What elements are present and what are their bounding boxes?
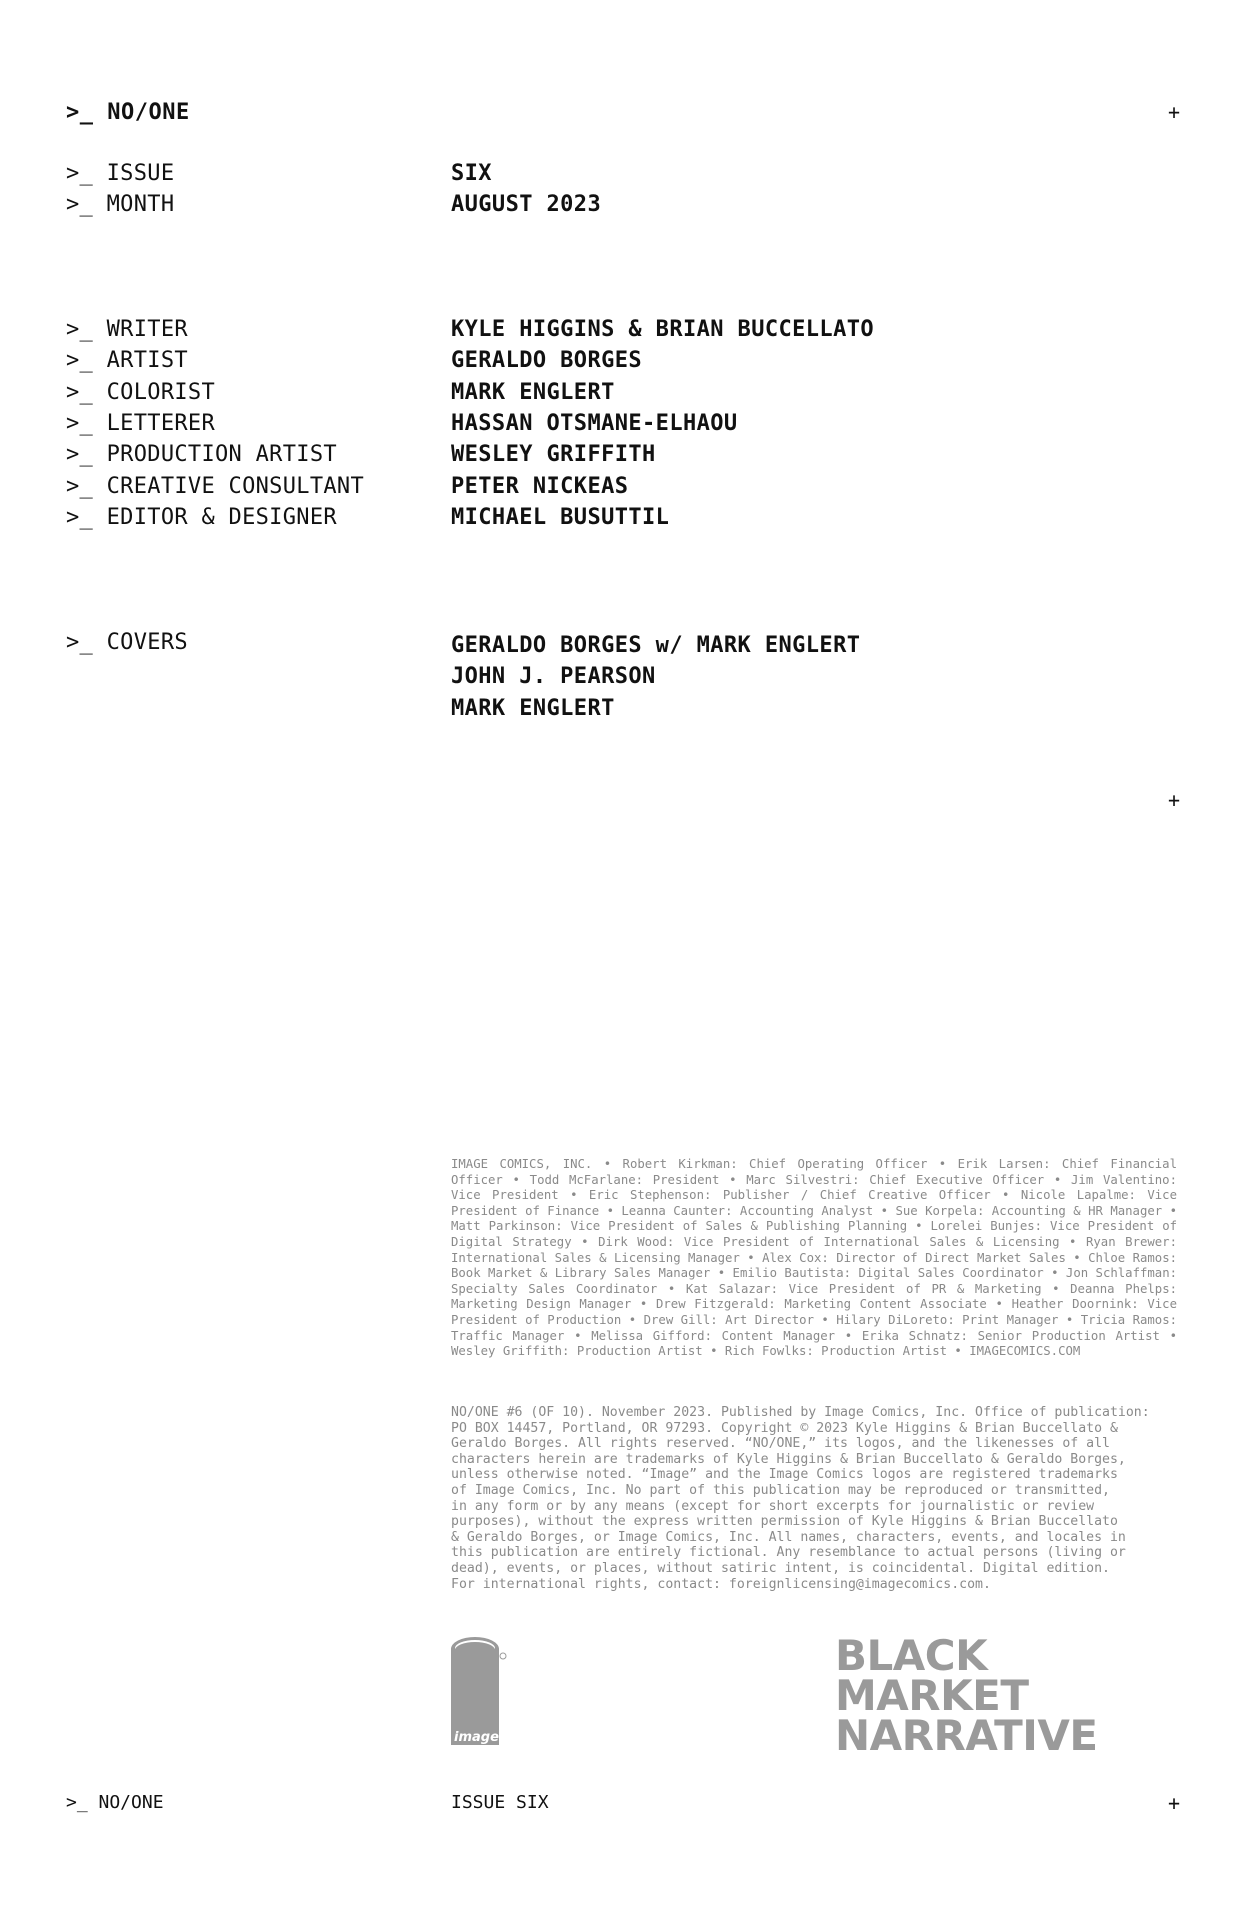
footer-issue: ISSUE SIX — [451, 1792, 549, 1813]
credit-value: PETER NICKEAS — [451, 474, 629, 499]
cover-artist: JOHN J. PEARSON — [451, 664, 656, 690]
page-title — [66, 100, 190, 125]
prompt-prefix: >_ — [66, 505, 94, 530]
logo-line: BLACK — [835, 1631, 988, 1680]
credit-value: MICHAEL BUSUTTIL — [451, 505, 670, 530]
credit-label: ARTIST — [106, 348, 188, 373]
credit-value: GERALDO BORGES — [451, 348, 643, 373]
cover-artist: MARK ENGLERT — [451, 695, 615, 721]
plus-mark-middle: + — [1168, 788, 1181, 812]
black-market-narrative-logo — [835, 1631, 1098, 1760]
footer-title: >_ NO/ONE — [66, 1792, 164, 1813]
plus-mark-bottom: + — [1168, 1791, 1181, 1815]
image-logo-text: image — [454, 1730, 499, 1745]
credit-value: HASSAN OTSMANE-ELHAOU — [451, 411, 738, 436]
credit-label: EDITOR & DESIGNER — [106, 505, 337, 530]
prompt-prefix: >_ — [66, 100, 94, 125]
credit-value: KYLE HIGGINS & BRIAN BUCCELLATO — [451, 317, 874, 342]
logo-line: NARRATIVE — [835, 1711, 1098, 1760]
issue-label: ISSUE — [106, 161, 175, 186]
credit-label: PRODUCTION ARTIST — [106, 442, 337, 467]
credit-label: WRITER — [106, 317, 188, 342]
month-value: AUGUST 2023 — [451, 192, 602, 217]
covers-list — [451, 630, 860, 724]
image-comics-logo — [451, 1635, 507, 1747]
prompt-prefix: >_ — [66, 161, 94, 186]
covers-label: COVERS — [106, 630, 188, 655]
title-text: NO/ONE — [107, 100, 190, 125]
credit-value: MARK ENGLERT — [451, 380, 615, 405]
prompt-prefix: >_ — [66, 630, 94, 655]
prompt-prefix: >_ — [66, 474, 94, 499]
month-label: MONTH — [106, 192, 175, 217]
credit-label: CREATIVE CONSULTANT — [106, 474, 364, 499]
issue-value: SIX — [451, 161, 492, 186]
prompt-prefix: >_ — [66, 380, 94, 405]
plus-mark-top: + — [1168, 100, 1181, 124]
logo-line: MARKET — [835, 1671, 1029, 1720]
credit-label: COLORIST — [106, 380, 216, 405]
prompt-prefix: >_ — [66, 442, 94, 467]
prompt-prefix: >_ — [66, 411, 94, 436]
legal-notice: NO/ONE #6 (OF 10). November 2023. Published by Image Comics, Inc. Office of publication: PO BOX 14457, Portland, OR 97293. Copyright © 2023 Kyle Higgins & Brian Buccellato & Geraldo Borges. All rights reserved. “NO/ONE,” its logos, and the likenesses of all characters herein are trademarks of Kyle Higgins & Brian Buccellato & Geraldo Borges, unless otherwise noted. “Image” and the Image Comics logos are registered trademarks of Image Comics, Inc. No part of this publication may be reproduced or transmitted, in any form or by any means (except for short excerpts for journalistic or review purposes), without the express written permission of Kyle Higgins & Brian Buccellato & Geraldo Borges, or Image Comics, Inc. All names, characters, events, and locales in this publication are entirely fictional. Any resemblance to actual persons (living or dead), events, or places, without satiric intent, is coincidental. Digital edition. For international rights, contact: foreignlicensing@imagecomics.com. — [451, 1405, 1150, 1592]
prompt-prefix: >_ — [66, 348, 94, 373]
cover-artist: GERALDO BORGES w/ MARK ENGLERT — [451, 633, 861, 658]
credit-value: WESLEY GRIFFITH — [451, 442, 656, 467]
credit-label: LETTERER — [106, 411, 216, 436]
prompt-prefix: >_ — [66, 192, 94, 217]
staff-credits: IMAGE COMICS, INC. • Robert Kirkman: Chief Operating Officer • Erik Larsen: Chief Financial Officer • Todd McFarlane: President • Marc Silvestri: Chief Executive Officer • Jim Valentino: Vice President • Eric Stephenson: Publisher / Chief Creative Officer • Nicole Lapalme: Vice President of Finance • Leanna Caunter: Accounting Analyst • Sue Korpela: Accounting & HR Manager • Matt Parkinson: Vice President of Sales & Publishing Planning • Lorelei Bunjes: Vice President of Digital Strategy • Dirk Wood: Vice President of International Sales & Licensing • Ryan Brewer: International Sales & Licensing Manager • Alex Cox: Director of Direct Market Sales • Chloe Ramos: Book Market & Library Sales Manager • Emilio Bautista: Digital Sales Coordinator • Jon Schlaffman: Specialty Sales Coordinator • Kat Salazar: Vice President of PR & Marketing • Deanna Phelps: Marketing Design Manager • Drew Fitzgerald: Marketing Content Associate • Heather Doornink: Vice President of Production • Drew Gill: Art Director • Hilary DiLoreto: Print Manager • Tricia Ramos: Traffic Manager • Melissa Gifford: Content Manager • Erika Schnatz: Senior Production Artist • Wesley Griffith: Production Artist • Rich Fowlks: Production Artist • IMAGECOMICS.COM — [451, 1157, 1177, 1359]
prompt-prefix: >_ — [66, 317, 94, 342]
